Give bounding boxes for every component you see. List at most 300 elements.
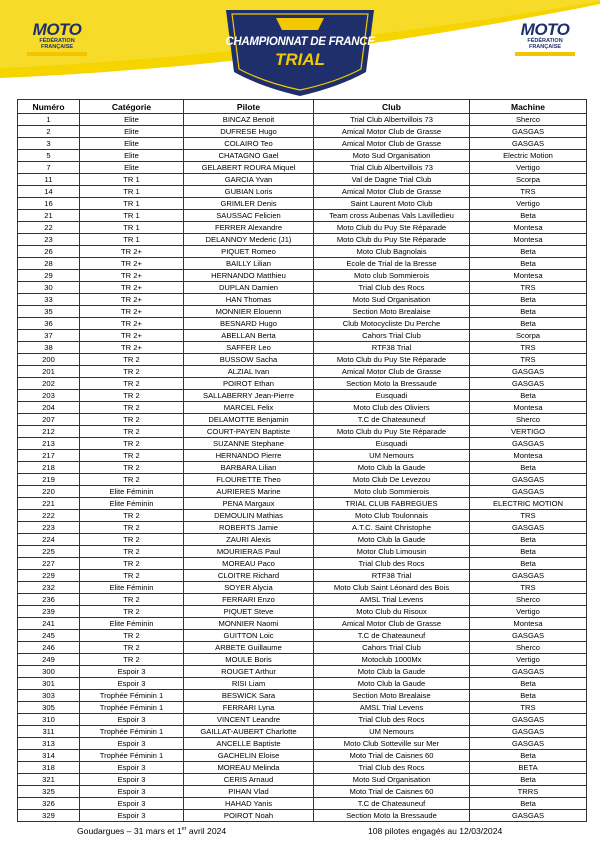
cell-numero: 232 bbox=[18, 582, 80, 594]
table-row bbox=[18, 258, 587, 270]
cell-pilote: PIQUET Steve bbox=[184, 606, 314, 618]
column-header-club: Club bbox=[314, 100, 470, 114]
cell-machine: Montesa bbox=[470, 618, 587, 630]
cell-numero: 200 bbox=[18, 354, 80, 366]
event-date-end: avril 2024 bbox=[186, 826, 227, 836]
cell-numero: 225 bbox=[18, 546, 80, 558]
cell-numero: 224 bbox=[18, 534, 80, 546]
logo-line2: FRANÇAISE bbox=[40, 44, 74, 50]
cell-pilote: BESWICK Sara bbox=[184, 690, 314, 702]
cell-numero: 303 bbox=[18, 690, 80, 702]
table-row bbox=[18, 750, 587, 762]
cell-pilote: HERNANDO Matthieu bbox=[184, 270, 314, 282]
cell-categorie: TR 1 bbox=[80, 174, 184, 186]
cell-machine: Beta bbox=[470, 774, 587, 786]
table-row bbox=[18, 318, 587, 330]
cell-categorie: Espoir 3 bbox=[80, 798, 184, 810]
cell-machine: Montesa bbox=[470, 222, 587, 234]
table-row bbox=[18, 222, 587, 234]
cell-categorie: TR 2 bbox=[80, 450, 184, 462]
logo-line1: FÉDÉRATION bbox=[527, 38, 563, 44]
table-row bbox=[18, 678, 587, 690]
cell-categorie: Elite bbox=[80, 138, 184, 150]
cell-categorie: TR 1 bbox=[80, 234, 184, 246]
cell-club: Moto Club Sotteville sur Mer bbox=[314, 738, 470, 750]
cell-machine: TRS bbox=[470, 702, 587, 714]
cell-machine: Vertigo bbox=[470, 654, 587, 666]
cell-club: UM Nemours bbox=[314, 450, 470, 462]
table-row bbox=[18, 714, 587, 726]
table-row bbox=[18, 774, 587, 786]
cell-numero: 30 bbox=[18, 282, 80, 294]
cell-club: Trial Club des Rocs bbox=[314, 558, 470, 570]
cell-pilote: VINCENT Leandre bbox=[184, 714, 314, 726]
cell-pilote: SAFFER Leo bbox=[184, 342, 314, 354]
cell-club: AMSL Trial Levens bbox=[314, 594, 470, 606]
cell-categorie: TR 2 bbox=[80, 522, 184, 534]
cell-numero: 329 bbox=[18, 810, 80, 822]
cell-machine: Sherco bbox=[470, 414, 587, 426]
cell-categorie: TR 2 bbox=[80, 354, 184, 366]
cell-pilote: GELABERT ROURA Miquel bbox=[184, 162, 314, 174]
cell-categorie: TR 2 bbox=[80, 366, 184, 378]
cell-numero: 202 bbox=[18, 378, 80, 390]
cell-pilote: FERRER Alexandre bbox=[184, 222, 314, 234]
cell-club: TRIAL CLUB FABREGUES bbox=[314, 498, 470, 510]
cell-club: Amical Motor Club de Grasse bbox=[314, 186, 470, 198]
cell-machine: Sherco bbox=[470, 114, 587, 126]
cell-categorie: Elite bbox=[80, 126, 184, 138]
cell-machine: GASGAS bbox=[470, 366, 587, 378]
cell-categorie: TR 2+ bbox=[80, 258, 184, 270]
cell-numero: 245 bbox=[18, 630, 80, 642]
table-row bbox=[18, 138, 587, 150]
cell-machine: Beta bbox=[470, 462, 587, 474]
cell-club: Team cross Aubenas Vals Lavilledieu bbox=[314, 210, 470, 222]
cell-club: T.C de Chateauneuf bbox=[314, 414, 470, 426]
cell-categorie: TR 2+ bbox=[80, 330, 184, 342]
cell-categorie: TR 2 bbox=[80, 534, 184, 546]
table-row bbox=[18, 186, 587, 198]
cell-pilote: RISI Liam bbox=[184, 678, 314, 690]
cell-pilote: GACHELIN Eloise bbox=[184, 750, 314, 762]
cell-machine: Beta bbox=[470, 306, 587, 318]
cell-club: Club Motocycliste Du Perche bbox=[314, 318, 470, 330]
table-row bbox=[18, 690, 587, 702]
cell-club: A.T.C. Saint Christophe bbox=[314, 522, 470, 534]
table-row bbox=[18, 462, 587, 474]
cell-pilote: DEMOULIN Mathias bbox=[184, 510, 314, 522]
table-row bbox=[18, 522, 587, 534]
table-row bbox=[18, 114, 587, 126]
cell-numero: 1 bbox=[18, 114, 80, 126]
cell-pilote: SALLABERRY Jean-Pierre bbox=[184, 390, 314, 402]
cell-machine: Beta bbox=[470, 750, 587, 762]
cell-numero: 311 bbox=[18, 726, 80, 738]
cell-categorie: Espoir 3 bbox=[80, 810, 184, 822]
cell-numero: 213 bbox=[18, 438, 80, 450]
cell-categorie: Elite Féminin bbox=[80, 498, 184, 510]
cell-pilote: BINCAZ Benoit bbox=[184, 114, 314, 126]
cell-numero: 219 bbox=[18, 474, 80, 486]
cell-machine: VERTIGO bbox=[470, 426, 587, 438]
cell-pilote: MONNIER Elouenn bbox=[184, 306, 314, 318]
table-row bbox=[18, 126, 587, 138]
cell-club: Cahors Trial Club bbox=[314, 642, 470, 654]
cell-numero: 246 bbox=[18, 642, 80, 654]
cell-categorie: Trophée Féminin 1 bbox=[80, 750, 184, 762]
shield-title-line2: TRIAL bbox=[274, 50, 326, 69]
table-row bbox=[18, 810, 587, 822]
cell-pilote: PIQUET Romeo bbox=[184, 246, 314, 258]
table-row bbox=[18, 510, 587, 522]
cell-club: Moto club Sommierois bbox=[314, 270, 470, 282]
cell-pilote: DELANNOY Mederic (J1) bbox=[184, 234, 314, 246]
cell-pilote: POIROT Ethan bbox=[184, 378, 314, 390]
cell-pilote: AURIERES Marine bbox=[184, 486, 314, 498]
cell-machine: Vertigo bbox=[470, 198, 587, 210]
cell-machine: Beta bbox=[470, 246, 587, 258]
cell-club: Moto Club du Puy Ste Réparade bbox=[314, 354, 470, 366]
cell-numero: 221 bbox=[18, 498, 80, 510]
cell-numero: 33 bbox=[18, 294, 80, 306]
table-row bbox=[18, 402, 587, 414]
cell-numero: 3 bbox=[18, 138, 80, 150]
cell-pilote: HAN Thomas bbox=[184, 294, 314, 306]
cell-club: Trial Club Albertvillois 73 bbox=[314, 162, 470, 174]
cell-machine: Montesa bbox=[470, 450, 587, 462]
table-row bbox=[18, 282, 587, 294]
event-date-location bbox=[77, 826, 226, 836]
cell-categorie: Elite Féminin bbox=[80, 486, 184, 498]
cell-numero: 301 bbox=[18, 678, 80, 690]
cell-categorie: TR 1 bbox=[80, 210, 184, 222]
cell-numero: 313 bbox=[18, 738, 80, 750]
cell-machine: GASGAS bbox=[470, 738, 587, 750]
cell-numero: 7 bbox=[18, 162, 80, 174]
cell-categorie: TR 2 bbox=[80, 438, 184, 450]
cell-club: Moto Club Saint Léonard des Bois bbox=[314, 582, 470, 594]
cell-numero: 220 bbox=[18, 486, 80, 498]
table-row bbox=[18, 726, 587, 738]
cell-pilote: ANCELLE Baptiste bbox=[184, 738, 314, 750]
cell-club: Trial Club des Rocs bbox=[314, 282, 470, 294]
table-row bbox=[18, 198, 587, 210]
cell-categorie: TR 2 bbox=[80, 654, 184, 666]
cell-numero: 2 bbox=[18, 126, 80, 138]
cell-numero: 28 bbox=[18, 258, 80, 270]
cell-numero: 229 bbox=[18, 570, 80, 582]
shield-title-line1: CHAMPIONNAT DE FRANCE bbox=[225, 36, 375, 48]
table-row bbox=[18, 426, 587, 438]
cell-club: Trial Club Albertvillois 73 bbox=[314, 114, 470, 126]
cell-numero: 23 bbox=[18, 234, 80, 246]
table-row bbox=[18, 162, 587, 174]
cell-pilote: FLOURETTE Theo bbox=[184, 474, 314, 486]
cell-numero: 203 bbox=[18, 390, 80, 402]
table-header-row bbox=[18, 100, 587, 114]
table-row bbox=[18, 534, 587, 546]
table-row bbox=[18, 570, 587, 582]
cell-machine: GASGAS bbox=[470, 138, 587, 150]
cell-machine: Beta bbox=[470, 390, 587, 402]
table-row bbox=[18, 210, 587, 222]
logo-line2: FRANÇAISE bbox=[528, 44, 562, 50]
table-row bbox=[18, 378, 587, 390]
cell-pilote: ARBETE Guillaume bbox=[184, 642, 314, 654]
cell-machine: Beta bbox=[470, 678, 587, 690]
cell-machine: TRS bbox=[470, 510, 587, 522]
cell-categorie: TR 2 bbox=[80, 474, 184, 486]
cell-numero: 37 bbox=[18, 330, 80, 342]
cell-pilote: BESNARD Hugo bbox=[184, 318, 314, 330]
cell-numero: 325 bbox=[18, 786, 80, 798]
cell-pilote: ZAURI Alexis bbox=[184, 534, 314, 546]
cell-numero: 207 bbox=[18, 414, 80, 426]
cell-machine: Electric Motion bbox=[470, 150, 587, 162]
cell-machine: Sherco bbox=[470, 642, 587, 654]
table-row bbox=[18, 654, 587, 666]
cell-machine: Beta bbox=[470, 546, 587, 558]
table-row bbox=[18, 294, 587, 306]
table-row bbox=[18, 594, 587, 606]
cell-numero: 35 bbox=[18, 306, 80, 318]
cell-pilote: ROUGET Arthur bbox=[184, 666, 314, 678]
cell-numero: 300 bbox=[18, 666, 80, 678]
cell-pilote: ROBERTS Jamie bbox=[184, 522, 314, 534]
table-row bbox=[18, 366, 587, 378]
cell-club: Trial Club des Rocs bbox=[314, 714, 470, 726]
cell-machine: BETA bbox=[470, 762, 587, 774]
cell-pilote: MONNIER Naomi bbox=[184, 618, 314, 630]
table-row bbox=[18, 438, 587, 450]
table-row bbox=[18, 558, 587, 570]
cell-pilote: ABELLAN Berta bbox=[184, 330, 314, 342]
cell-numero: 201 bbox=[18, 366, 80, 378]
table-row bbox=[18, 666, 587, 678]
cell-club: Moto Club la Gaude bbox=[314, 666, 470, 678]
cell-machine: Beta bbox=[470, 798, 587, 810]
table-row bbox=[18, 342, 587, 354]
table-row bbox=[18, 246, 587, 258]
logo-bar bbox=[515, 52, 575, 56]
logo-word: MOTO bbox=[520, 20, 570, 39]
cell-machine: GASGAS bbox=[470, 438, 587, 450]
cell-categorie: TR 2+ bbox=[80, 342, 184, 354]
cell-pilote: FERRARI Lyna bbox=[184, 702, 314, 714]
cell-numero: 314 bbox=[18, 750, 80, 762]
cell-pilote: GARCIA Yvan bbox=[184, 174, 314, 186]
cell-categorie: TR 2 bbox=[80, 402, 184, 414]
cell-pilote: PENA Margaux bbox=[184, 498, 314, 510]
cell-club: Eusquadi bbox=[314, 438, 470, 450]
logo-word: MOTO bbox=[32, 20, 82, 39]
cell-pilote: SUZANNE Stephane bbox=[184, 438, 314, 450]
cell-categorie: TR 2+ bbox=[80, 270, 184, 282]
cell-numero: 14 bbox=[18, 186, 80, 198]
cell-machine: ELECTRIC MOTION bbox=[470, 498, 587, 510]
cell-numero: 249 bbox=[18, 654, 80, 666]
cell-club: Moto Club Bagnolais bbox=[314, 246, 470, 258]
cell-club: Moto Club la Gaude bbox=[314, 678, 470, 690]
cell-pilote: MOURIERAS Paul bbox=[184, 546, 314, 558]
cell-categorie: TR 2 bbox=[80, 414, 184, 426]
cell-machine: Beta bbox=[470, 690, 587, 702]
cell-categorie: Espoir 3 bbox=[80, 666, 184, 678]
cell-numero: 16 bbox=[18, 198, 80, 210]
cell-club: Trial Club des Rocs bbox=[314, 762, 470, 774]
cell-club: Motoclub 1000Mx bbox=[314, 654, 470, 666]
ffm-logo-right bbox=[510, 22, 580, 70]
cell-categorie: TR 1 bbox=[80, 222, 184, 234]
cell-pilote: MOREAU Melinda bbox=[184, 762, 314, 774]
cell-categorie: TR 2 bbox=[80, 546, 184, 558]
cell-pilote: MOULE Boris bbox=[184, 654, 314, 666]
cell-categorie: TR 2+ bbox=[80, 318, 184, 330]
cell-machine: GASGAS bbox=[470, 522, 587, 534]
cell-machine: Vertigo bbox=[470, 162, 587, 174]
cell-pilote: GRIMLER Denis bbox=[184, 198, 314, 210]
cell-pilote: DELAMOTTE Benjamin bbox=[184, 414, 314, 426]
cell-categorie: TR 2+ bbox=[80, 282, 184, 294]
cell-numero: 11 bbox=[18, 174, 80, 186]
cell-machine: Beta bbox=[470, 258, 587, 270]
cell-categorie: TR 2 bbox=[80, 558, 184, 570]
cell-pilote: CHATAGNO Gael bbox=[184, 150, 314, 162]
cell-numero: 21 bbox=[18, 210, 80, 222]
cell-pilote: CERIS Arnaud bbox=[184, 774, 314, 786]
cell-club: Moto Club Toulonnais bbox=[314, 510, 470, 522]
cell-machine: Montesa bbox=[470, 270, 587, 282]
table-row bbox=[18, 474, 587, 486]
table-body bbox=[18, 114, 587, 822]
column-header-pilote: Pilote bbox=[184, 100, 314, 114]
cell-club: Moto Club la Gaude bbox=[314, 462, 470, 474]
table-row bbox=[18, 486, 587, 498]
column-header-numero: Numéro bbox=[18, 100, 80, 114]
cell-club: Moto Club des Oliviers bbox=[314, 402, 470, 414]
cell-categorie: TR 2 bbox=[80, 642, 184, 654]
cell-club: AMSL Trial Levens bbox=[314, 702, 470, 714]
table-row bbox=[18, 150, 587, 162]
cell-club: T.C de Chateauneuf bbox=[314, 798, 470, 810]
cell-club: Section Moto Brealaise bbox=[314, 690, 470, 702]
cell-numero: 38 bbox=[18, 342, 80, 354]
table-row bbox=[18, 174, 587, 186]
cell-machine: Sherco bbox=[470, 594, 587, 606]
cell-numero: 218 bbox=[18, 462, 80, 474]
cell-pilote: POIROT Noah bbox=[184, 810, 314, 822]
cell-categorie: TR 2+ bbox=[80, 246, 184, 258]
cell-numero: 326 bbox=[18, 798, 80, 810]
cell-numero: 241 bbox=[18, 618, 80, 630]
cell-club: Moto Club du Puy Ste Réparade bbox=[314, 426, 470, 438]
table-row bbox=[18, 498, 587, 510]
cell-pilote: SOYER Alycia bbox=[184, 582, 314, 594]
table-row bbox=[18, 450, 587, 462]
cell-club: Moto Sud Organisation bbox=[314, 150, 470, 162]
entry-list-table bbox=[17, 99, 587, 822]
table-row bbox=[18, 762, 587, 774]
cell-numero: 236 bbox=[18, 594, 80, 606]
cell-club: Motor Club Limousin bbox=[314, 546, 470, 558]
cell-machine: Scorpa bbox=[470, 330, 587, 342]
cell-club: Amical Motor Club de Grasse bbox=[314, 618, 470, 630]
cell-categorie: Espoir 3 bbox=[80, 678, 184, 690]
cell-club: Section Moto la Bressaude bbox=[314, 378, 470, 390]
cell-machine: GASGAS bbox=[470, 486, 587, 498]
cell-numero: 305 bbox=[18, 702, 80, 714]
cell-machine: Montesa bbox=[470, 402, 587, 414]
table-row bbox=[18, 582, 587, 594]
cell-numero: 36 bbox=[18, 318, 80, 330]
cell-club: Section Moto Brealaise bbox=[314, 306, 470, 318]
cell-machine: TRS bbox=[470, 354, 587, 366]
cell-categorie: Espoir 3 bbox=[80, 714, 184, 726]
cell-club: Moto Sud Organisation bbox=[314, 294, 470, 306]
cell-categorie: TR 2 bbox=[80, 378, 184, 390]
column-header-machine: Machine bbox=[470, 100, 587, 114]
cell-categorie: TR 2 bbox=[80, 510, 184, 522]
table-row bbox=[18, 270, 587, 282]
logo-line1: FÉDÉRATION bbox=[39, 38, 75, 44]
cell-numero: 227 bbox=[18, 558, 80, 570]
cell-machine: GASGAS bbox=[470, 810, 587, 822]
event-date-sup: er bbox=[181, 826, 187, 833]
cell-machine: Beta bbox=[470, 294, 587, 306]
cell-pilote: GUITTON Loic bbox=[184, 630, 314, 642]
cell-numero: 239 bbox=[18, 606, 80, 618]
cell-machine: Beta bbox=[470, 534, 587, 546]
cell-categorie: TR 1 bbox=[80, 186, 184, 198]
cell-categorie: TR 2 bbox=[80, 390, 184, 402]
cell-machine: Montesa bbox=[470, 234, 587, 246]
cell-pilote: ALZIAL Ivan bbox=[184, 366, 314, 378]
cell-pilote: BUSSOW Sacha bbox=[184, 354, 314, 366]
table-row bbox=[18, 798, 587, 810]
cell-categorie: Espoir 3 bbox=[80, 774, 184, 786]
cell-club: Moto Sud Organisation bbox=[314, 774, 470, 786]
cell-club: Moto Club du Puy Ste Réparade bbox=[314, 234, 470, 246]
cell-machine: GASGAS bbox=[470, 474, 587, 486]
cell-categorie: TR 2 bbox=[80, 570, 184, 582]
cell-club: UM Nemours bbox=[314, 726, 470, 738]
cell-pilote: MARCEL Felix bbox=[184, 402, 314, 414]
event-date-main: Goudargues – 31 mars et 1 bbox=[77, 826, 182, 836]
cell-numero: 212 bbox=[18, 426, 80, 438]
cell-categorie: TR 2 bbox=[80, 462, 184, 474]
table-row bbox=[18, 786, 587, 798]
table-row bbox=[18, 618, 587, 630]
cell-machine: Vertigo bbox=[470, 606, 587, 618]
cell-numero: 29 bbox=[18, 270, 80, 282]
cell-machine: TRS bbox=[470, 582, 587, 594]
cell-categorie: TR 2+ bbox=[80, 294, 184, 306]
cell-club: Val de Dagne Trial Club bbox=[314, 174, 470, 186]
cell-categorie: Trophée Féminin 1 bbox=[80, 702, 184, 714]
cell-categorie: Elite bbox=[80, 162, 184, 174]
cell-club: Moto Trial de Caisnes 60 bbox=[314, 750, 470, 762]
cell-machine: GASGAS bbox=[470, 714, 587, 726]
cell-club: Amical Motor Club de Grasse bbox=[314, 138, 470, 150]
cell-categorie: Trophée Féminin 1 bbox=[80, 690, 184, 702]
cell-pilote: GUBIAN Loris bbox=[184, 186, 314, 198]
cell-machine: GASGAS bbox=[470, 666, 587, 678]
cell-categorie: TR 2 bbox=[80, 630, 184, 642]
cell-machine: Scorpa bbox=[470, 174, 587, 186]
table-row bbox=[18, 234, 587, 246]
cell-club: T.C de Chateauneuf bbox=[314, 630, 470, 642]
